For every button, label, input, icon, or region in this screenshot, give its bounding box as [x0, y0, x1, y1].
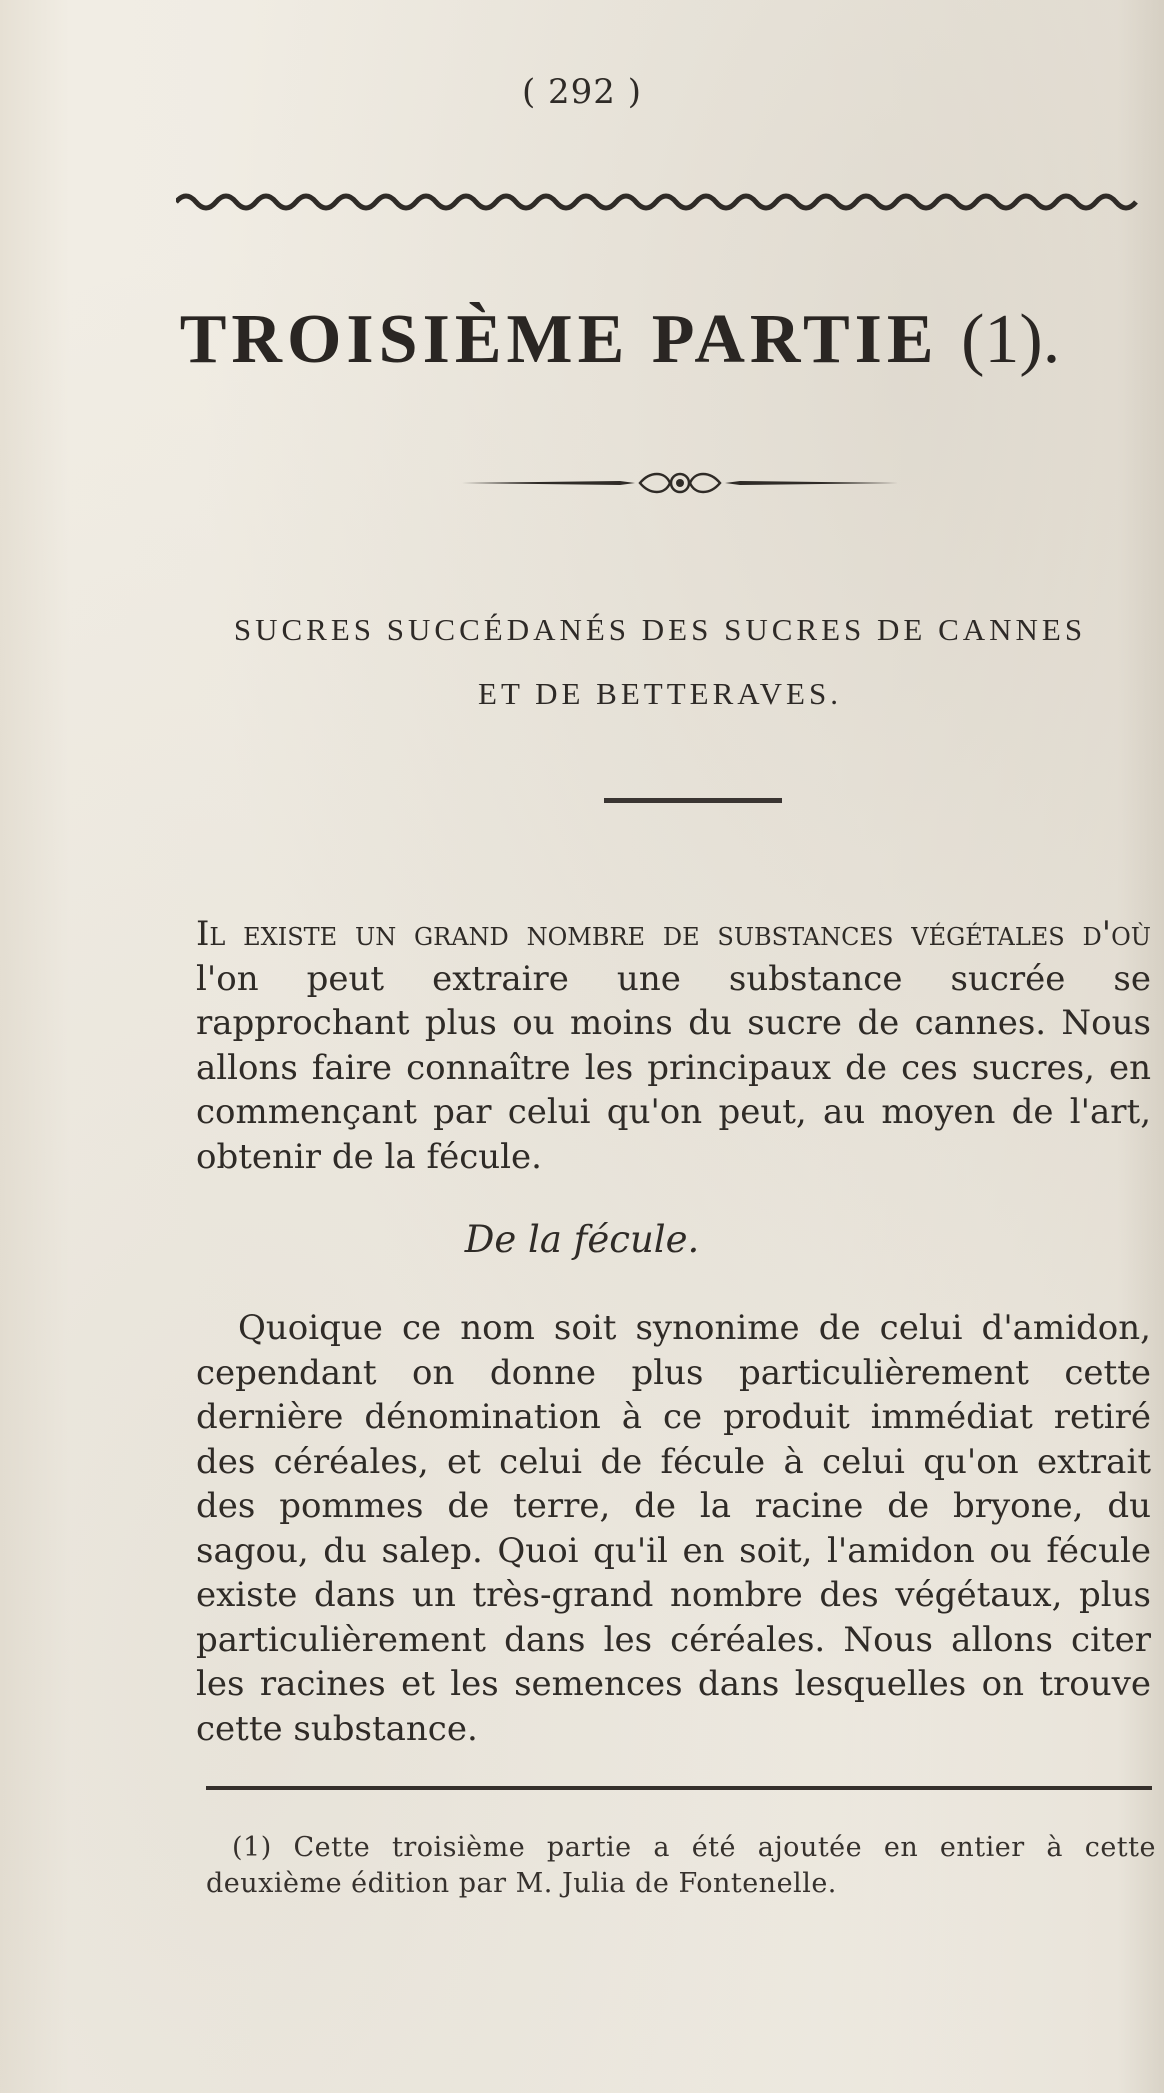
wavy-ornament-rule [176, 186, 1146, 216]
part-title [150, 300, 1090, 380]
section-heading: De la fécule. [464, 1218, 700, 1261]
part-title-footnote-ref: (1). [961, 301, 1061, 378]
section-paragraph: Quoique ce nom soit synonime de celui d'amidon, cependant on donne plus particulièrement cette dernière dénomination à ce produit immédiat retiré des céréales, et celui de fécule à celui qu'on extrait des pommes de terre, de la racine de bryone, du sagou, du salep. Quoi qu'il en soit, l'amidon ou fécule existe dans un très-grand nombre des végétaux, plus particulièrement dans les céréales. Nous allons citer les racines et les semences dans lesquelles on trouve cette substance. [196, 1308, 1151, 1749]
footnote [206, 1830, 1156, 1902]
subtitle-line-2: ET DE BETTERAVES. [478, 676, 842, 711]
part-title-text: TROISIÈME PARTIE [179, 301, 939, 378]
fleuron-separator [460, 468, 900, 498]
subtitle-line-1: SUCRES SUCCÉDANÉS DES SUCRES DE CANNES [233, 612, 1087, 647]
footnote-divider [206, 1786, 1152, 1790]
page-number: ( 292 ) [521, 72, 643, 112]
short-divider [604, 798, 782, 803]
footnote-text: Cette troisième partie a été ajoutée en entier à cette deuxième édition par M. Julia de Fontenelle. [206, 1832, 1156, 1899]
intro-paragraph: Il existe un grand nombre de substances végétales d'où l'on peut extraire une substance sucrée se rapprochant plus ou moins du sucre de cannes. Nous allons faire connaître les principaux de ces sucres, en commençant par celui qu'on peut, au moyen de l'art, obtenir de la fécule. [196, 914, 1151, 1177]
footnote-marker: (1) [232, 1832, 272, 1863]
